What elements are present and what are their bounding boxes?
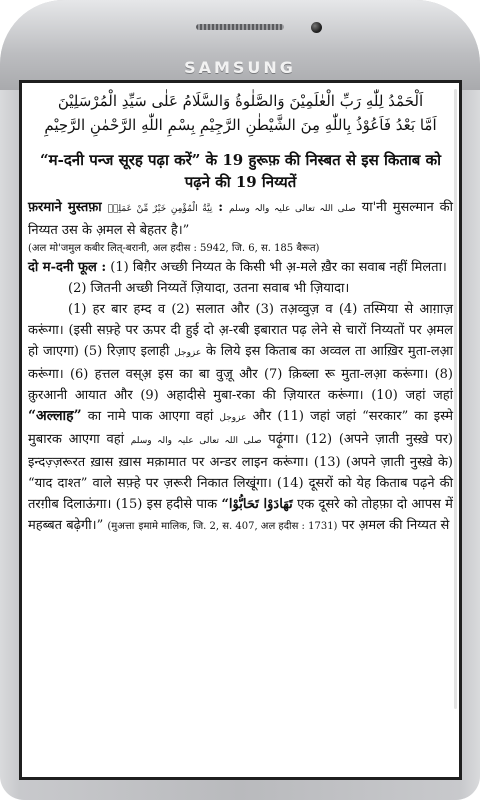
niyyat-text-g: पर अ़मल की निय्यत से (341, 518, 450, 533)
farmane-label: फ़रमाने मुस्तफ़ा (28, 200, 102, 215)
reference-muatta-b: इमामे मालिक, जि. 2, स. 407, अल हदीस : 1731) (138, 521, 338, 532)
farmane-arabic-hadith: نِيَّةُ الْمُؤْمِنِ خَيْرٌ مِّنْ عَمَلِهٖ (107, 204, 213, 214)
niyyat-text-c: का नामे पाक आएगा वहां (87, 409, 214, 424)
niyyat-text-e: पढ़ूंगा। (12) (अपने ज़ाती नुस्ख़े पर) इन्दज़्ज़रूरत ख़ास ख़ास मक़ामात पर अन्डर लाइन करूंगा। (13) (अपने ज़ाती नुस्ख़े के) “याद दाश्त” वाले सफ़्हे पर ज़रूरी निकात लिखूंगा। (14) दूसरों को येह किताब पढ़ने की तरग़ीब दिलाऊंगा। (15) इस हदीसे पाक (28, 432, 453, 512)
book-page-screen[interactable] (19, 80, 462, 780)
arabic-opening (22, 83, 459, 137)
tahadu-hadith: “تَهَادَوْا تَحَابُّوْا (221, 497, 293, 512)
do-madani-label: दो म-दनी फूल : (28, 260, 107, 275)
madani-point-2: (2) जितनी अच्छी निय्यतें ज़ियादा, उतना सवाब भी ज़ियादा। (68, 281, 350, 296)
farmane-mustafa-paragraph (22, 197, 459, 241)
salla-honorific-2: صلی اللہ تعالی علیہ والہ وسلم (130, 436, 262, 446)
madani-point-1: (1) बिग़ैर अच्छी निय्यत के किसी भी अ़-मले ख़ैर का सवाब नहीं मिलता। (110, 260, 447, 275)
niyyaten-paragraph (22, 299, 459, 536)
allah-word: “अल्लाह” (28, 408, 82, 424)
page-heading: “म-दनी पन्ज सूरह पढ़ा करें” के 19 हुरूफ़ की निस्बत से इस किताब को पढ़ने की 19 निय्यतें (40, 151, 441, 191)
arabic-line-2: اَمَّا بَعْدُ فَاَعُوْذُ بِاللّٰهِ مِنَ الشَّيْطٰنِ الرَّجِيْمِ بِسْمِ اللّٰهِ الرَّحْمٰنِ الرَّحِيْمِ (44, 116, 437, 134)
reference-muatta-a: (मुअत्ता (107, 521, 135, 532)
front-camera (311, 22, 322, 33)
azzawajal-1: عزوجل (174, 348, 202, 358)
farmane-honorific: صلی اللہ تعالی علیہ والہ وسلم (228, 204, 356, 214)
do-madani-phool (22, 257, 459, 278)
phone-brand-logo: SAMSUNG (184, 58, 296, 77)
page-scrollbar[interactable] (454, 89, 457, 709)
earpiece-speaker (196, 24, 284, 30)
arabic-line-1: اَلْحَمْدُ لِلّٰهِ رَبِّ الْعٰلَمِيْنَ وَالصَّلٰوةُ وَالسَّلَامُ عَلٰى سَيِّدِ الْمُرْسَلِيْنَ (57, 92, 424, 110)
niyyat-text-b: के लिये इस किताब का अव्वल ता आख़िर मुता-लआ़ करूंगा। (6) हत्तल वस्अ़ इस का बा वुज़ू और (7) क़िब्ला रू मुता-लआ़ करूंगा। (8) क़ुरआनी आयात और (9) अहादीसे मुबा-रका की ज़ियारत करूंगा। (10) जहां जहां (28, 344, 453, 403)
farmane-colon: : (218, 200, 224, 215)
farmane-translation: या'नी मुसल्मान की निय्यत उस के अ़मल से बेहतर है।” (28, 200, 453, 238)
niyyat-text-f: एक दूसरे को तोहफ़ा दो आपस में महब्बत बढ़ेगी।” (28, 497, 453, 533)
niyyat-text-d: और (11) जहां जहां “सरकार” का इस्मे मुबारक आएगा वहां (28, 409, 453, 447)
reference-kabir: (अल मो'जमुल कबीर लित्-बरानी, अल हदीस : 5942, जि. 6, स. 185 बैरूत) (28, 243, 320, 254)
niyyat-text-a: (1) हर बार हम्द व (2) सलात और (3) तअ़व्वुज़ व (4) तस्मिया से आग़ाज़ करूंगा। (इसी सफ़्हे पर ऊपर दी हुई दो अ़-रबी इबारात पढ़ लेने से चारों निय्यतों पर अ़मल हो जाएगा) (5) रिज़ाए इलाही (28, 302, 453, 359)
azzawajal-2: عزوجل (219, 413, 247, 423)
